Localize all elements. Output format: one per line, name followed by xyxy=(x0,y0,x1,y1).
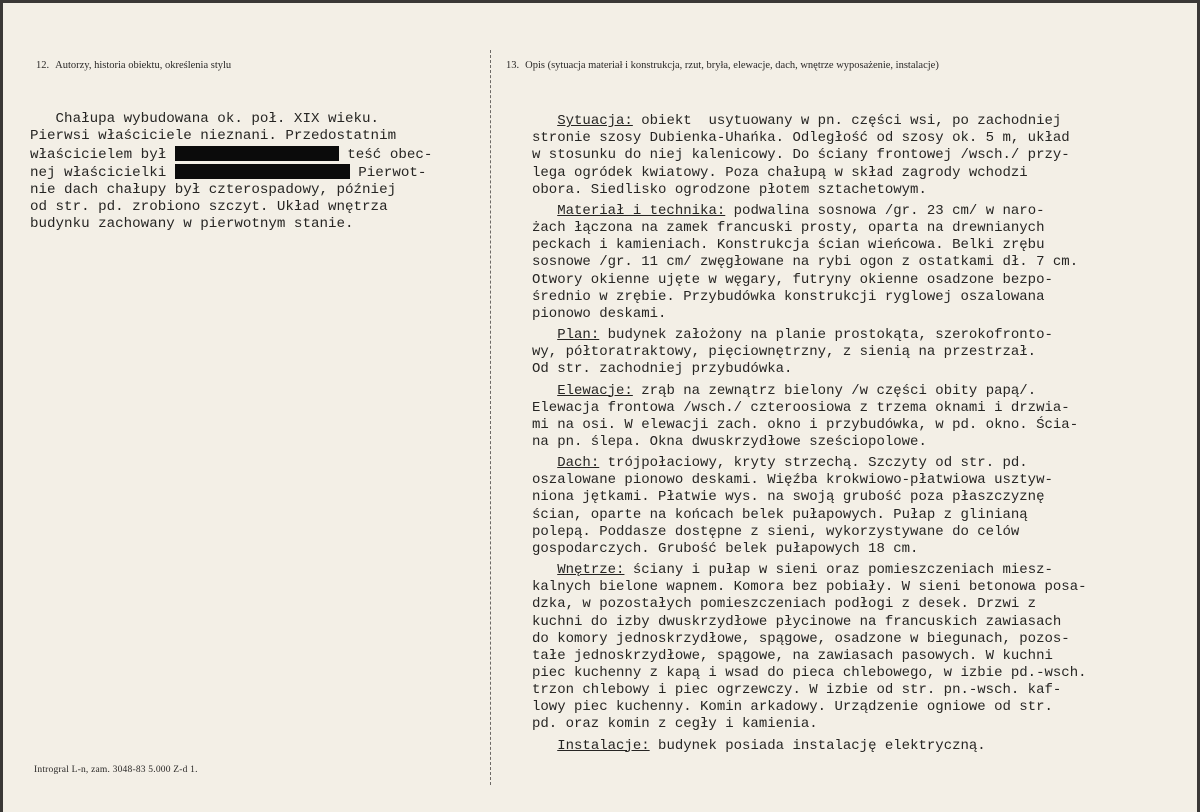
history-line: nie dach chałupy był czterospadowy, później xyxy=(30,182,397,199)
section-elewacje xyxy=(532,383,1087,452)
history-line-part: nej właścicielki xyxy=(30,164,175,181)
section-first-line: podwalina sosnowa /gr. 23 cm/ w naro- xyxy=(725,202,1045,219)
section-heading: Instalacje: xyxy=(557,737,650,754)
history-line-part: Pierwot- xyxy=(349,164,427,181)
top-edge-line xyxy=(0,0,1200,3)
print-footer: Introgral L-n, zam. 3048-83 5.000 Z-d 1. xyxy=(34,765,198,775)
section-first-line: ściany i pułap w sieni oraz pomieszczeniach miesz- xyxy=(624,562,1053,579)
section-body: kalnych bielone wapnem. Komora bez pobiały. W sieni betonowa posa- dzka, w pozostałych pomieszczeniach podłogi z desek. Drzwi z kuchni do izby dwuskrzydłowe płycinowe na francuskich zawiasach do komory jednoskrzydłowe, spągowe, osadzone w biegunach, pozos- tałe jednoskrzydłowe, spągowe, na zawiasach pasowych. W kuchni piec kuchenny z kapą i wsad do pieca chlebowego, w izbie pd.-wsch. trzon chlebowy i piec ogrzewczy. W izbie od str. pn.-wsch. kaf- lowy piec kuchenny. Komin arkadowy. Urządzenie ogniowe od str. pd. oraz komin z cegły i kamienia. xyxy=(532,579,1087,733)
section-instalacje xyxy=(532,738,1087,755)
section-body: wy, półtoratraktowy, pięciownętrzny, z sienią na przestrzał. Od str. zachodniej przybudówka. xyxy=(532,344,1037,378)
section-dach xyxy=(532,455,1087,558)
section-material xyxy=(532,203,1087,323)
section-body: Elewacja frontowa /wsch./ czteroosiowa z trzema oknami i drzwia- mi na osi. W elewacji zach. okno i przybudówka, w pd. okno. Ścia- na pn. ślepa. Okna dwuskrzydłowe sześciopolowe. xyxy=(532,399,1079,450)
history-line: od str. pd. zrobiono szczyt. Układ wnętrza xyxy=(30,199,388,216)
section-first-line: trójpołaciowy, kryty strzechą. Szczyty od str. pd. xyxy=(599,455,1028,472)
section-plan xyxy=(532,327,1087,378)
section-heading: Elewacje: xyxy=(557,382,633,399)
section-body: oszalowane pionowo deskami. Więźba krokwiowo-płatwiowa usztyw- niona jętkami. Płatwie wys. na swoją grubość poza płaszczyznę ścian, oparte na końcach belek pułapowych. Pułap z glinianą polepą. Poddasze dostępne z sieni, wykorzystywane do celów gospodarczych. Grubość belek pułapowych 18 cm. xyxy=(532,472,1053,557)
history-text xyxy=(30,94,432,268)
section-heading: Wnętrze: xyxy=(557,562,625,579)
right-header-number: 13. xyxy=(506,60,520,71)
left-column-header xyxy=(36,60,231,71)
section-first-line: budynek posiada instalację elektryczną. xyxy=(649,737,986,754)
history-line-part: teść obec- xyxy=(338,146,433,163)
section-sytuacja xyxy=(532,113,1087,199)
section-body: żach łączona na zamek francuski prosty, oparta na drewnianych peckach i kamieniach. Konstrukcja ścian wieńcowa. Belki zrębu sosnowe /gr. 11 cm/ zwęgłowane na rybi ogon z ostatkami dł. 7 cm. Otwory okienne ujęte w węgary, futryny okienne osadzone bezpo- średnio w zrębie. Przybudówka konstrukcji ryglowej oszalowana pionowo deskami. xyxy=(532,220,1079,322)
description-text xyxy=(532,96,1087,789)
section-heading: Plan: xyxy=(557,327,600,344)
history-line xyxy=(30,146,432,164)
redaction-bar xyxy=(175,146,339,161)
left-header-text: Autorzy, historia obiektu, określenia stylu xyxy=(55,60,232,71)
right-column-header xyxy=(506,60,939,71)
column-divider xyxy=(490,50,491,785)
section-first-line: budynek założony na planie prostokąta, szerokofronto- xyxy=(599,327,1053,344)
history-line: budynku zachowany w pierwotnym stanie. xyxy=(30,216,354,233)
history-line: Chałupa wybudowana ok. poł. XIX wieku. xyxy=(30,111,380,128)
redaction-bar xyxy=(175,164,350,179)
right-header-text: Opis (sytuacja materiał i konstrukcja, rzut, bryła, elewacje, dach, wnętrze wyposażenie, instalacje) xyxy=(525,60,939,71)
section-first-line: obiekt usytuowany w pn. części wsi, po zachodniej xyxy=(632,113,1062,130)
section-body: stronie szosy Dubienka-Uhańka. Odległość od szosy ok. 5 m, układ w stosunku do niej kalenicowy. Do ściany frontowej /wsch./ przy- lega ogródek kwiatowy. Poza chałupą w skład zagrody wchodzi obora. Siedlisko ogrodzone płotem sztachetowym. xyxy=(532,130,1070,198)
section-heading: Sytuacja: xyxy=(557,113,633,130)
section-first-line: zrąb na zewnątrz bielony /w części obity papą/. xyxy=(632,382,1037,399)
section-heading: Dach: xyxy=(557,455,600,472)
history-line xyxy=(30,164,432,182)
history-line-part: właścicielem był xyxy=(30,146,175,163)
section-heading: Materiał i technika: xyxy=(557,202,726,219)
left-edge-line xyxy=(0,0,3,812)
history-line: Pierwsi właściciele nieznani. Przedostatnim xyxy=(30,128,397,145)
left-header-number: 12. xyxy=(36,60,50,71)
section-wnetrze xyxy=(532,562,1087,734)
